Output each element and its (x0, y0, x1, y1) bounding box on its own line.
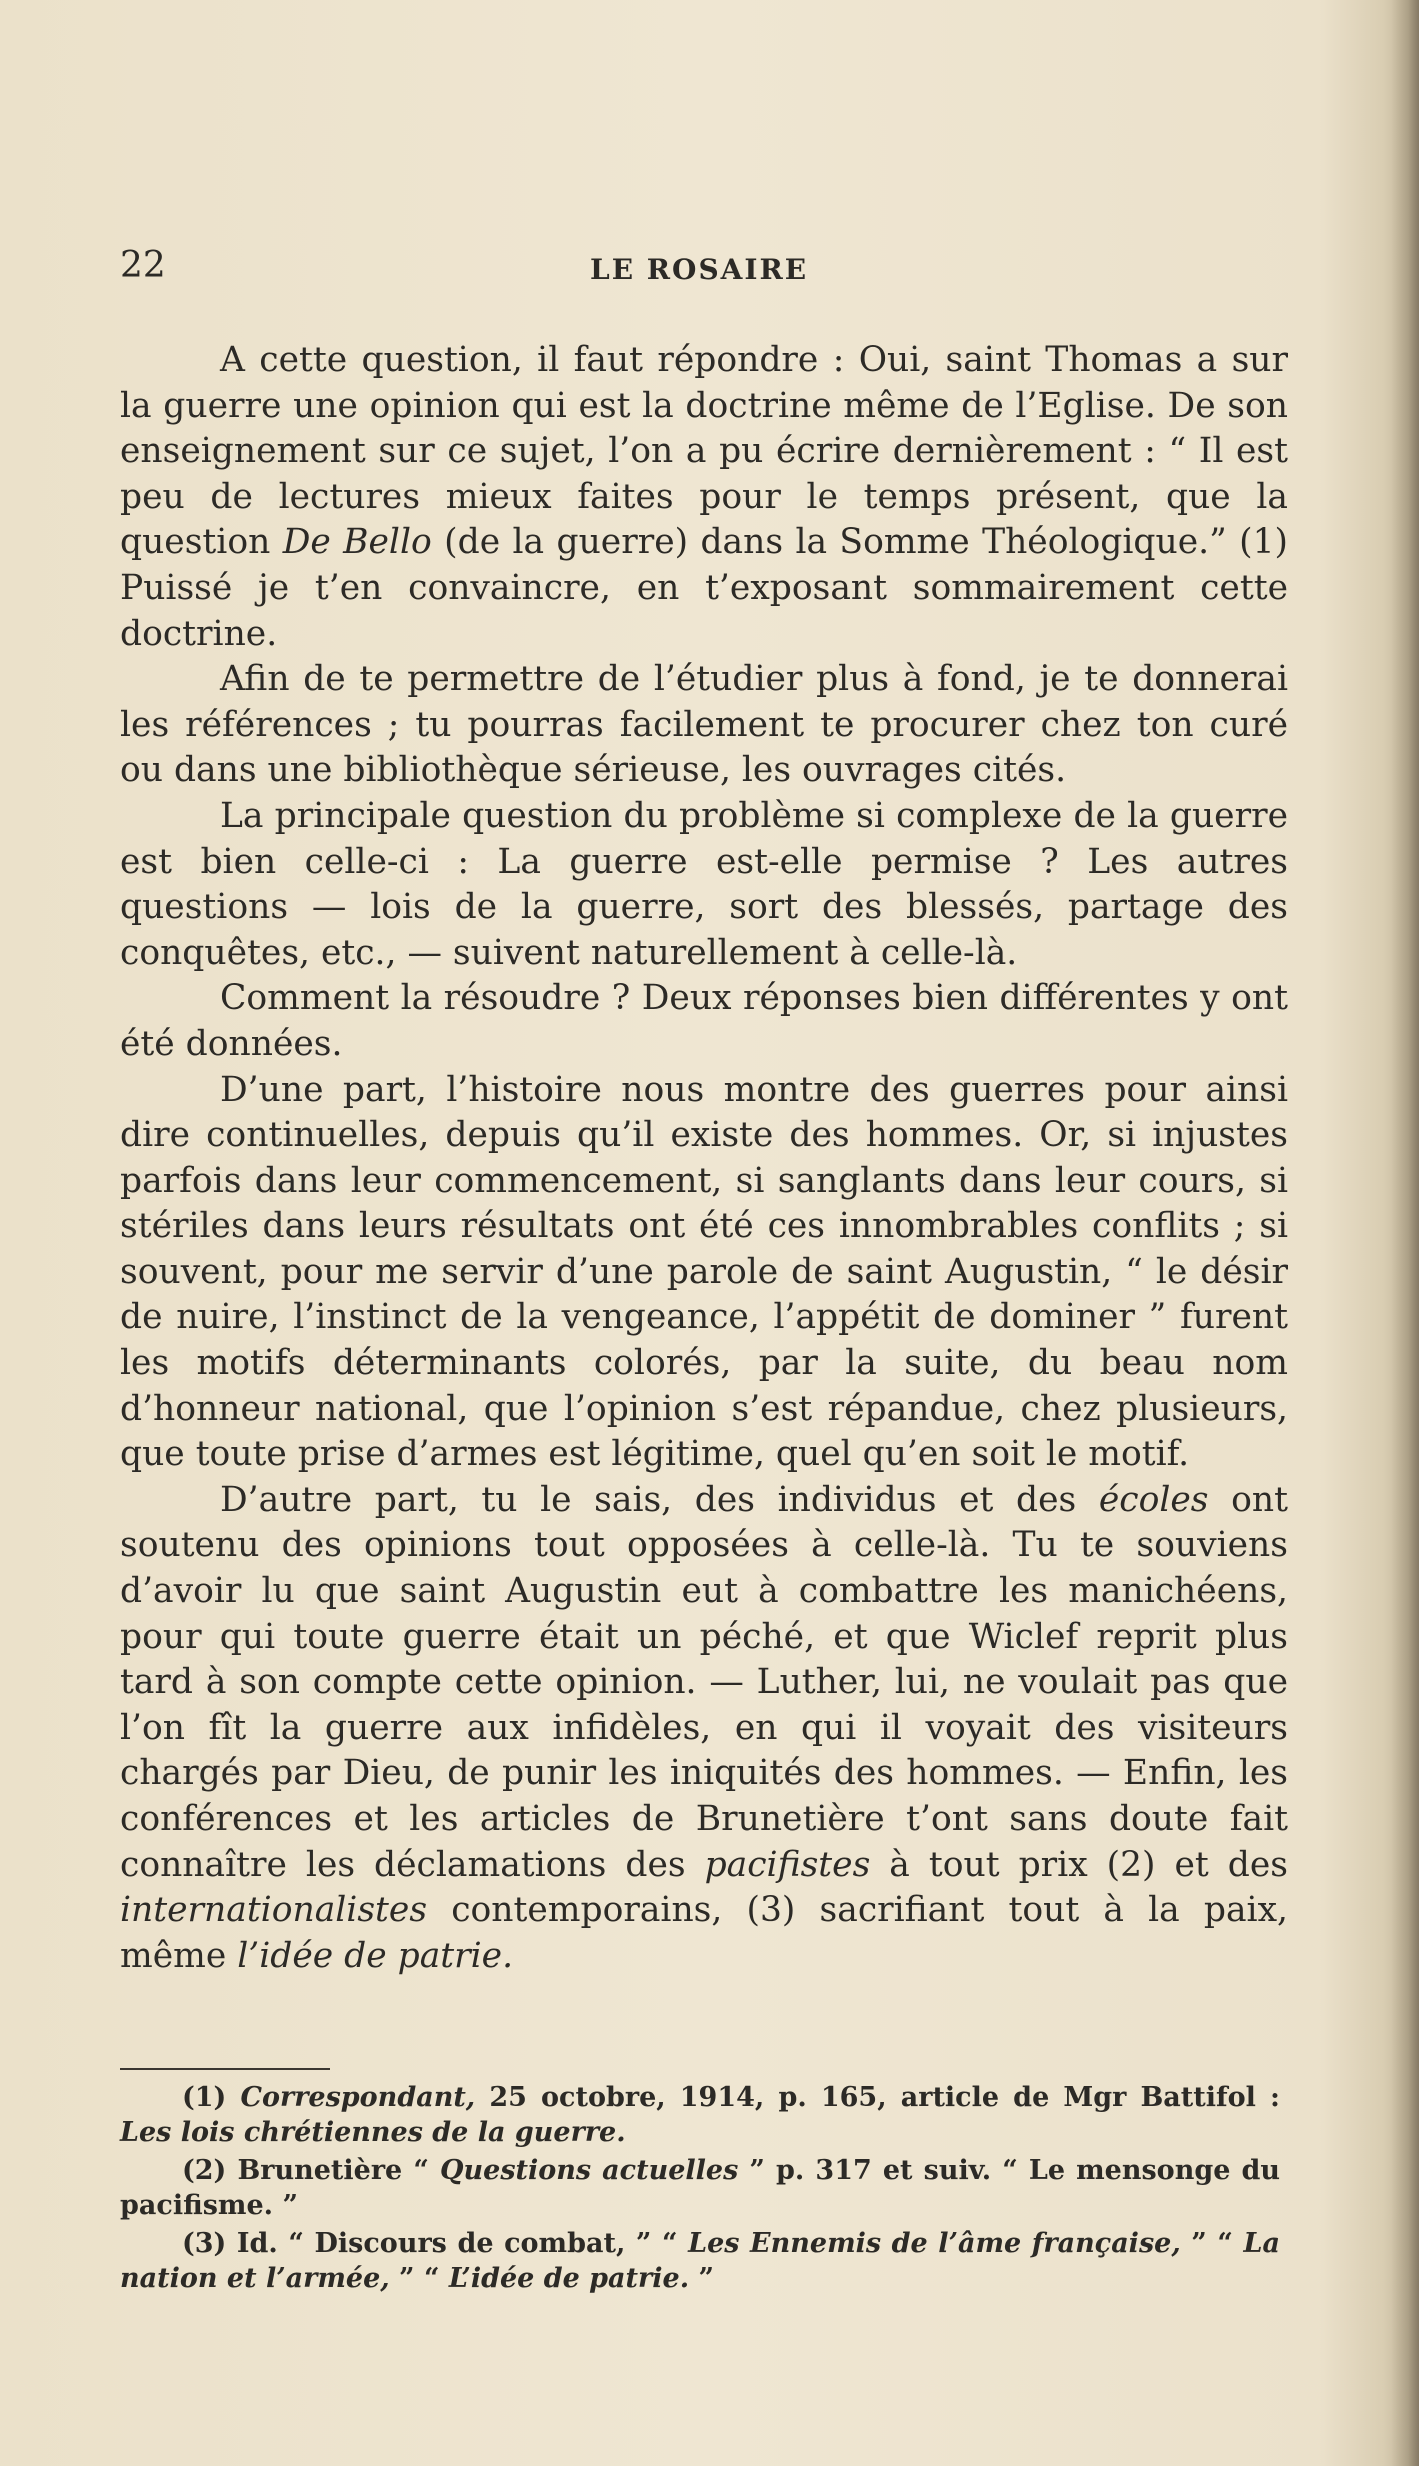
paragraph (120, 1068, 1288, 1478)
paragraph (120, 976, 1288, 1067)
footnote (120, 2226, 1280, 2296)
italic-run: l’idée de patrie. (237, 1935, 514, 1976)
text-run: contemporains, (3) sacrifiant tout à la paix, même (120, 1890, 1288, 1976)
italic-run: Les Ennemis de l’âme française, (688, 2228, 1181, 2259)
footnote-divider (120, 2068, 330, 2070)
page-header (120, 245, 1290, 305)
paragraph (120, 657, 1288, 794)
text-run: Comment la résoudre ? Deux réponses bien différentes y ont été données. (120, 978, 1288, 1064)
text-run: ” “ (1180, 2228, 1244, 2259)
page-number: 22 (120, 245, 166, 286)
text-run: D’autre part, tu le sais, des individus et des (220, 1479, 1099, 1520)
text-run: (2) Brunetière “ (182, 2155, 440, 2186)
text-run: à tout prix (2) et des (870, 1844, 1288, 1885)
italic-run: Les lois chrétiennes de la guerre. (120, 2117, 626, 2148)
footnotes (120, 2080, 1280, 2299)
text-run: Afin de te permettre de l’étudier plus à fond, je te donnerai les références ; tu pourras facilement te procurer chez ton curé ou dans une bibliothèque sérieuse, les ouvrages cités. (120, 659, 1288, 791)
italic-run: internationalistes (120, 1890, 428, 1931)
footnote (120, 2153, 1280, 2223)
italic-run: La nation et l’armée, (120, 2228, 1281, 2294)
running-title: LE ROSAIRE (590, 253, 809, 286)
paragraph (120, 338, 1288, 657)
italic-run: pacifistes (704, 1844, 871, 1885)
text-run: ” “ (389, 2263, 449, 2294)
body-text (120, 338, 1288, 1979)
italic-run: Questions actuelles (439, 2155, 739, 2186)
text-run: D’une part, l’histoire nous montre des guerres pour ainsi dire continuelles, depuis qu’il existe des hommes. Or, si injustes parfois dans leur commencement, si sanglants dans leur cours, si stériles dans leurs résultats ont été ces innombrables conflits ; si souvent, pour me servir d’une parole de saint Augustin, “ le désir de nuire, l’instinct de la vengeance, l’appétit de dominer ” furent les motifs déterminants colorés, par la suite, du beau nom d’honneur national, que l’opinion s’est répandue, chez plusieurs, que toute prise d’armes est légitime, quel qu’en soit le motif. (120, 1069, 1288, 1475)
text-run: (de la guerre) dans la Somme Théologique.” (1) Puissé je t’en convaincre, en t’exposant sommairement cette doctrine. (120, 522, 1288, 654)
text-run: A cette question, il faut répondre : Oui, saint Thomas a sur la guerre une opinion qui est la doctrine même de l’Eglise. De son enseignement sur ce sujet, l’on a pu écrire dernièrement : “ Il est peu de lectures mieux faites pour le temps présent, que la question (120, 340, 1288, 563)
text-run: (3) Id. “ Discours de combat, ” “ (182, 2228, 689, 2259)
paragraph (120, 1478, 1288, 1980)
italic-run: Correspondant, (240, 2082, 476, 2113)
page-edge-shadow (1391, 0, 1419, 2466)
text-run: (1) (182, 2082, 241, 2113)
footnote (120, 2080, 1280, 2150)
italic-run: L’idée de patrie. (448, 2263, 690, 2294)
italic-run: De Bello (282, 522, 432, 563)
text-run: ont soutenu des opinions tout opposées à celle-là. Tu te souviens d’avoir lu que saint Augustin eut à combattre les manichéens, pour qui toute guerre était un péché, et que Wiclef reprit plus tard à son compte cette opinion. — Luther, lui, ne voulait pas que l’on fît la guerre aux infidèles, en qui il voyait des visiteurs chargés par Dieu, de punir les iniquités des hommes. — Enfin, les conférences et les articles de Brunetière t’ont sans doute fait connaître les déclamations des (120, 1479, 1288, 1885)
paragraph (120, 794, 1288, 976)
text-run: La principale question du problème si complexe de la guerre est bien celle-ci : La guerre est-elle permise ? Les autres questions — lois de la guerre, sort des blessés, partage des conquêtes, etc., — suivent naturellement à celle-là. (120, 795, 1288, 973)
text-run: ” p. 317 et suiv. “ Le mensonge du pacifisme. ” (120, 2155, 1280, 2221)
text-run: ” (689, 2263, 715, 2294)
italic-run: écoles (1098, 1479, 1209, 1520)
text-run: 25 octobre, 1914, p. 165, article de Mgr Battifol : (475, 2082, 1280, 2113)
